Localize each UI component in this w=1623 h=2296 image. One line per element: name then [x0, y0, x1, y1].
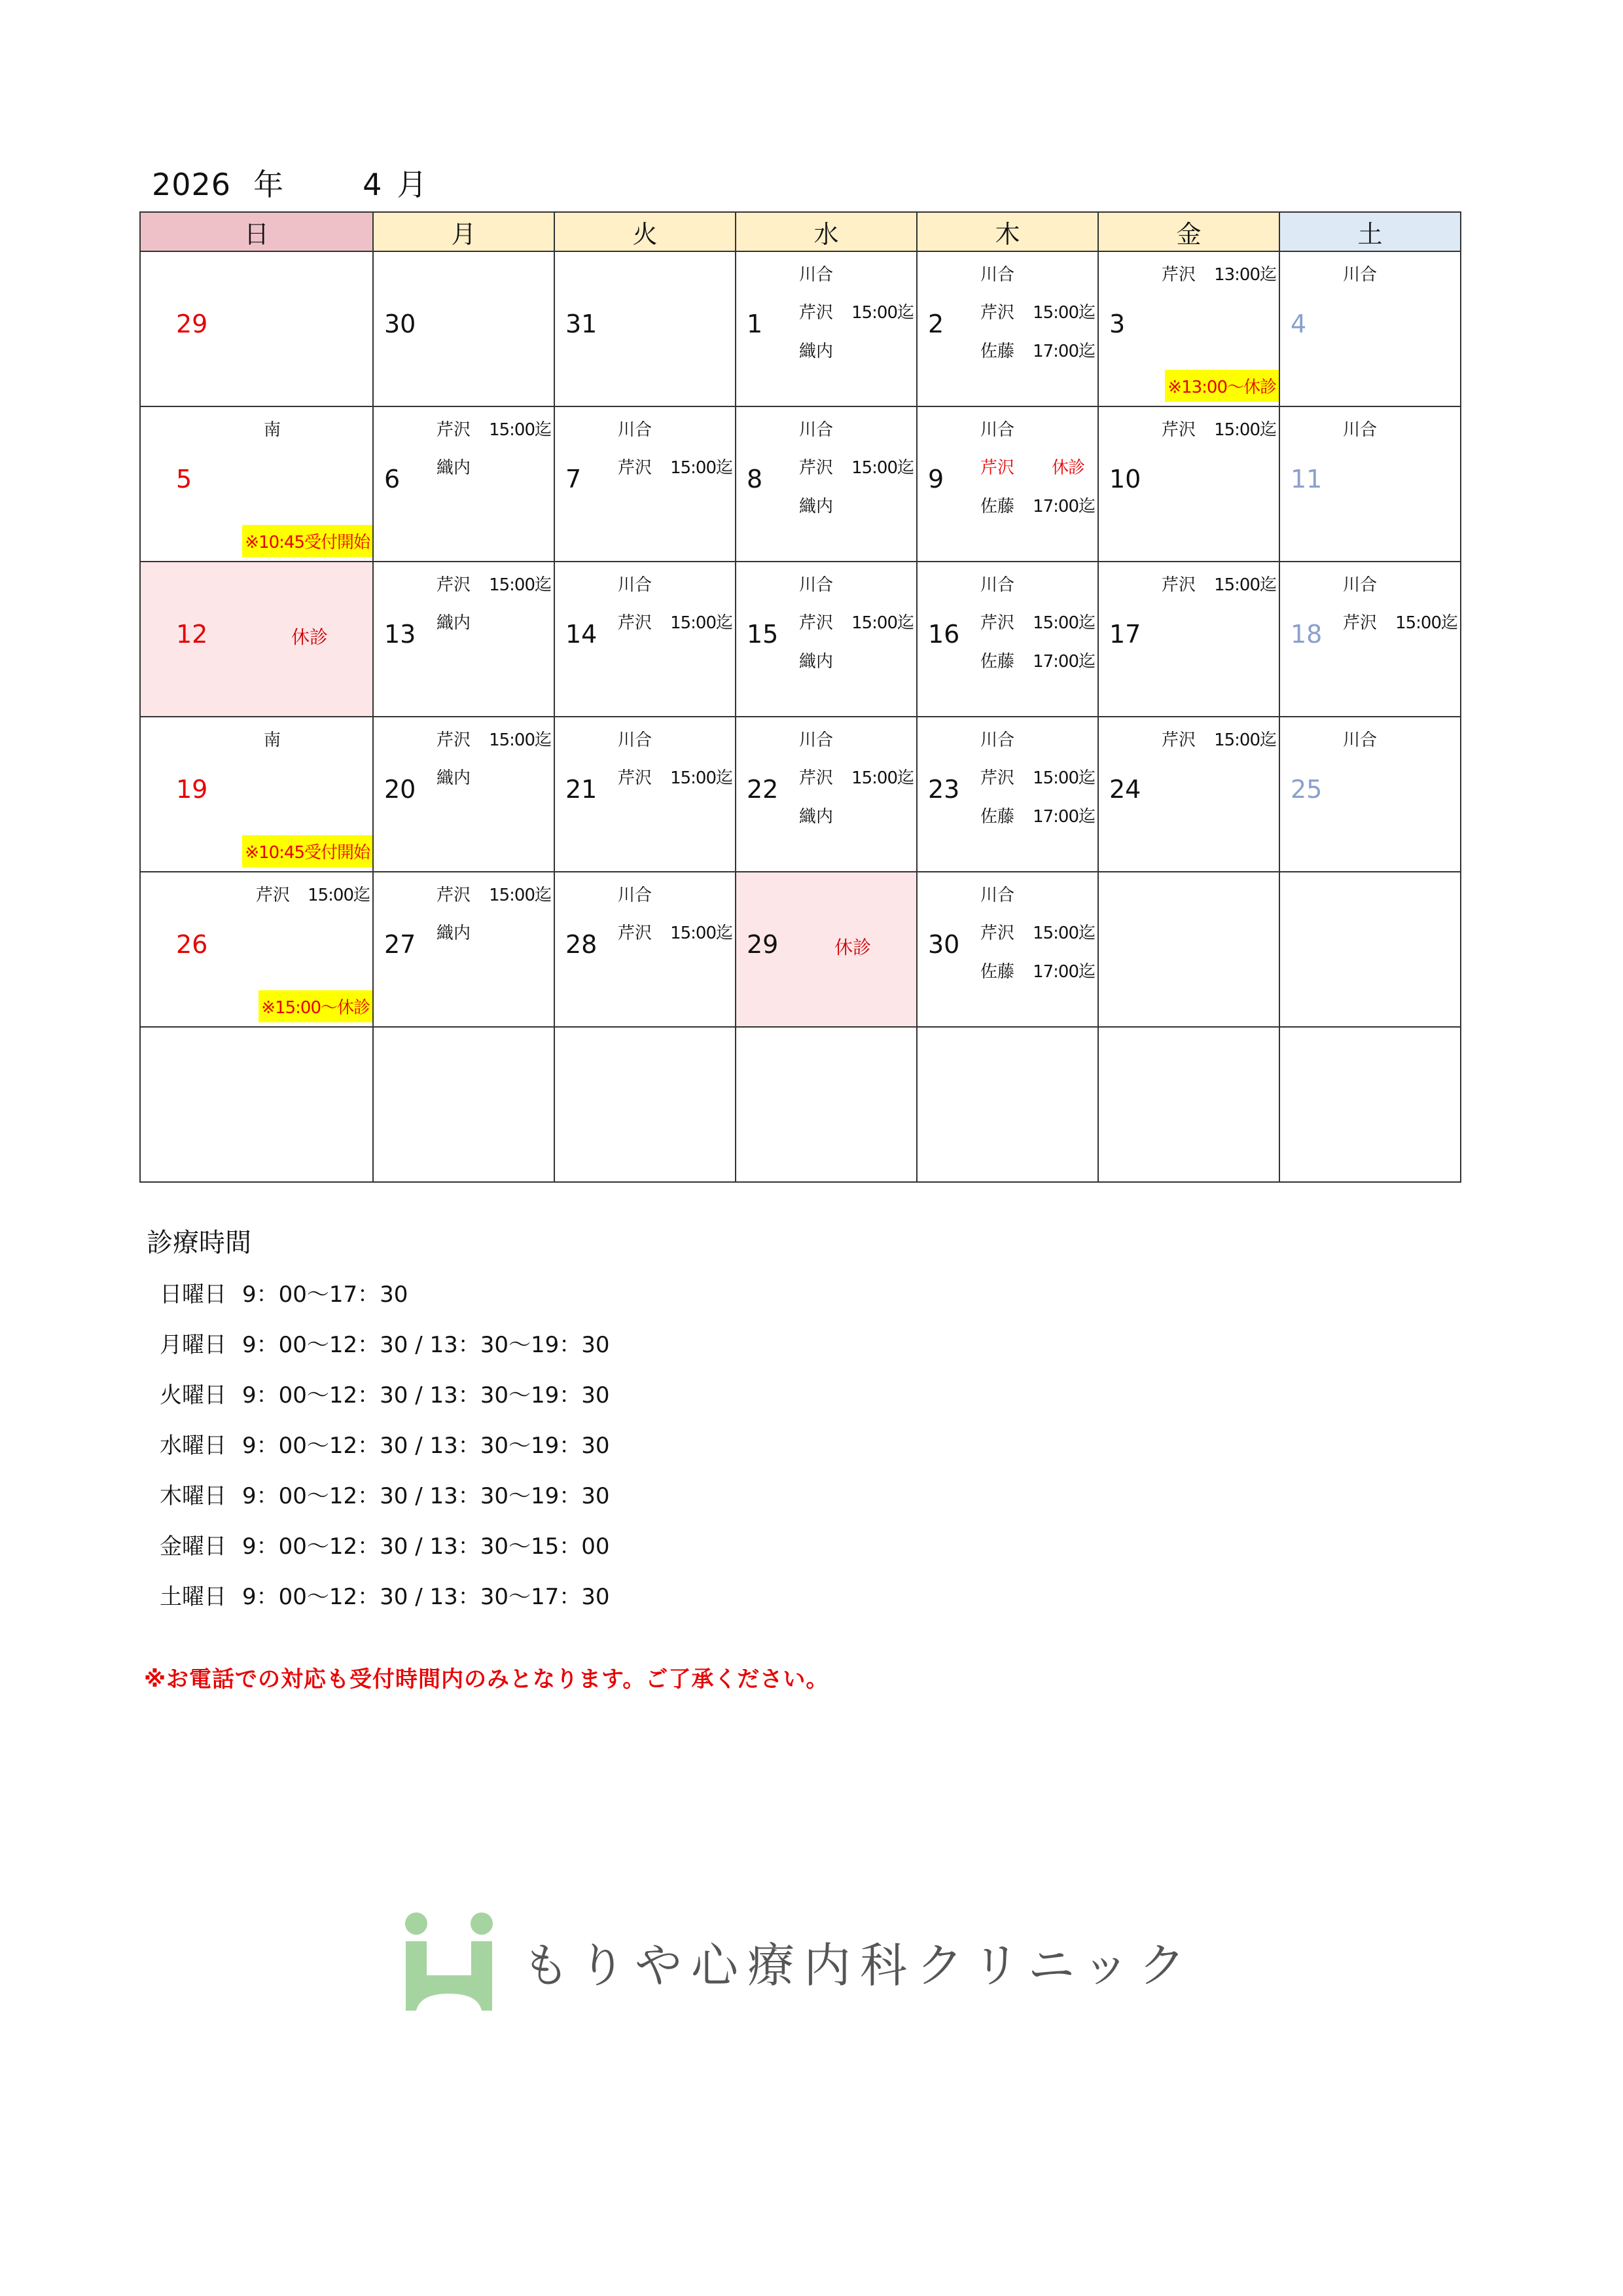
time-limit: 15:00迄 [1033, 768, 1095, 788]
day-cell [917, 1027, 1098, 1182]
hours-time: 9：00～12：30 / 13：30～19：30 [242, 1382, 610, 1408]
day-cell [140, 717, 373, 872]
time-limit: 15:00迄 [1214, 575, 1276, 595]
doctor-name: 芹沢 [799, 458, 834, 478]
weekday-header-row [140, 212, 1461, 251]
day-number: 22 [747, 775, 779, 804]
day-cell [140, 872, 373, 1027]
doctor-name: 佐藤 [980, 342, 1015, 361]
hours-day: 火曜日 [160, 1382, 226, 1408]
doctor-name: 川合 [618, 730, 652, 750]
day-cell [1279, 251, 1461, 406]
day-cell [1279, 717, 1461, 872]
time-limit: 15:00迄 [1214, 420, 1276, 440]
doctor-name: 芹沢 [1343, 613, 1378, 633]
hours-day: 日曜日 [160, 1282, 226, 1308]
doctor-name: 芹沢 [980, 924, 1015, 943]
hours-time: 9：00～17：30 [242, 1282, 408, 1308]
day-cell [554, 251, 736, 406]
day-number: 15 [747, 620, 779, 649]
day-number: 31 [565, 310, 597, 338]
time-limit: 15:00迄 [1395, 613, 1457, 633]
doctor-name: 芹沢 [799, 768, 834, 788]
day-cell [140, 562, 373, 717]
doctor-name: 南 [264, 730, 281, 750]
time-limit: 15:00迄 [670, 768, 732, 788]
day-cell [554, 562, 736, 717]
day-cell [554, 717, 736, 872]
closed-label: 休診 [834, 937, 872, 958]
day-number: 1 [747, 310, 763, 338]
time-limit: 15:00迄 [670, 924, 732, 943]
day-cell [1279, 1027, 1461, 1182]
day-cell [1098, 717, 1279, 872]
doctor-name: 芹沢 [618, 768, 652, 788]
day-cell [917, 872, 1098, 1027]
doctor-name: 川合 [980, 420, 1015, 440]
day-number: 29 [176, 310, 208, 338]
day-cell [917, 406, 1098, 562]
day-cell [554, 872, 736, 1027]
hours-row [160, 1478, 610, 1528]
doctor-name: 織内 [437, 458, 471, 478]
clinic-logo [404, 1912, 1195, 2011]
cell-note: ※15:00～休診 [259, 990, 372, 1022]
hours-row [160, 1427, 610, 1478]
time-limit: 17:00迄 [1033, 497, 1095, 516]
day-cell [736, 251, 917, 406]
doctor-name: 川合 [980, 886, 1015, 905]
closed-label: 休診 [291, 626, 329, 648]
day-number: 28 [565, 930, 597, 959]
day-number: 30 [384, 310, 416, 338]
day-cell [1098, 562, 1279, 717]
week-row [140, 1027, 1461, 1182]
hours-time: 9：00～12：30 / 13：30～19：30 [242, 1483, 610, 1509]
day-cell [736, 562, 917, 717]
time-limit: 15:00迄 [851, 768, 914, 788]
hours-time: 9：00～12：30 / 13：30～19：30 [242, 1433, 610, 1459]
time-limit: 17:00迄 [1033, 962, 1095, 982]
hours-day: 木曜日 [160, 1483, 226, 1509]
day-cell [1279, 406, 1461, 562]
weekday-header: 木 [917, 212, 1098, 251]
month-unit: 月 [397, 167, 428, 202]
time-limit: 15:00迄 [1033, 924, 1095, 943]
day-cell [736, 406, 917, 562]
day-number: 29 [747, 930, 779, 959]
calendar-body [140, 251, 1461, 1182]
time-limit: 15:00迄 [489, 886, 551, 905]
doctor-name: 川合 [799, 420, 834, 440]
doctor-name: 芹沢 [618, 924, 652, 943]
doctor-name: 織内 [437, 768, 471, 788]
day-number: 19 [176, 775, 208, 804]
weekday-header: 日 [140, 212, 373, 251]
doctor-name: 織内 [437, 924, 471, 943]
day-cell [917, 717, 1098, 872]
weekday-header: 月 [373, 212, 554, 251]
hours-row [160, 1579, 610, 1629]
day-number: 8 [747, 465, 763, 493]
hours-row [160, 1377, 610, 1427]
time-limit: 15:00迄 [670, 613, 732, 633]
time-limit: 15:00迄 [1033, 613, 1095, 633]
day-number: 23 [928, 775, 960, 804]
doctor-name: 佐藤 [980, 807, 1015, 827]
doctor-name: 芹沢 [618, 613, 652, 633]
doctor-name: 川合 [799, 575, 834, 595]
day-cell [554, 1027, 736, 1182]
doctor-name: 芹沢 [437, 575, 471, 595]
doctor-name: 佐藤 [980, 962, 1015, 982]
doctor-name: 芹沢 [980, 303, 1015, 323]
doctor-name: 川合 [980, 575, 1015, 595]
year-unit: 年 [253, 167, 285, 202]
doctor-name: 芹沢 [1162, 575, 1196, 595]
week-row [140, 872, 1461, 1027]
calendar-table [139, 211, 1461, 1183]
cell-note: ※10:45受付開始 [242, 835, 372, 867]
time-limit: 17:00迄 [1033, 342, 1095, 361]
doctor-name: 芹沢 [437, 420, 471, 440]
day-number: 25 [1291, 775, 1323, 804]
month: 4 [363, 167, 383, 202]
doctor-name: 南 [264, 420, 281, 440]
day-number: 18 [1291, 620, 1323, 649]
clinic-name: もりや心療内科クリニック [522, 1938, 1195, 1993]
day-cell [1279, 562, 1461, 717]
day-cell [736, 872, 917, 1027]
day-number: 11 [1291, 465, 1323, 493]
doctor-name: 川合 [980, 730, 1015, 750]
hours-day: 土曜日 [160, 1584, 226, 1610]
doctor-name: 佐藤 [980, 497, 1015, 516]
day-cell [917, 562, 1098, 717]
doctor-name: 織内 [799, 652, 834, 672]
day-cell [1098, 1027, 1279, 1182]
doctor-name: 芹沢 [1162, 420, 1196, 440]
doctor-name: 川合 [1343, 265, 1378, 285]
day-number: 12 [176, 620, 208, 649]
time-limit: 15:00迄 [851, 458, 914, 478]
closed-mark: 休診 [1051, 458, 1084, 478]
hours-list [160, 1276, 610, 1629]
time-limit: 15:00迄 [308, 886, 370, 905]
day-cell [140, 406, 373, 562]
day-cell [140, 1027, 373, 1182]
day-number: 5 [176, 465, 192, 493]
hours-day: 水曜日 [160, 1433, 226, 1459]
day-number: 4 [1291, 310, 1307, 338]
doctor-name: 川合 [1343, 575, 1378, 595]
day-number: 27 [384, 930, 416, 959]
week-row [140, 251, 1461, 406]
day-number: 24 [1109, 775, 1141, 804]
doctor-name: 川合 [1343, 420, 1378, 440]
hours-title: 診療時間 [147, 1228, 251, 1258]
hours-row [160, 1528, 610, 1579]
clinic-logo-icon [404, 1912, 493, 2011]
doctor-name: 佐藤 [980, 652, 1015, 672]
day-number: 13 [384, 620, 416, 649]
doctor-name: 芹沢 [799, 613, 834, 633]
day-cell [1279, 872, 1461, 1027]
doctor-name: 川合 [799, 265, 834, 285]
doctor-name: 芹沢 [980, 768, 1015, 788]
week-row [140, 562, 1461, 717]
day-number: 20 [384, 775, 416, 804]
day-number: 21 [565, 775, 597, 804]
hours-day: 月曜日 [160, 1332, 226, 1358]
weekday-header: 金 [1098, 212, 1279, 251]
day-cell [140, 251, 373, 406]
day-cell [736, 717, 917, 872]
day-number: 6 [384, 465, 401, 493]
doctor-name: 芹沢 [618, 458, 652, 478]
hours-row [160, 1327, 610, 1377]
time-limit: 15:00迄 [851, 303, 914, 323]
weekday-header: 土 [1279, 212, 1461, 251]
day-cell [373, 562, 554, 717]
day-cell [373, 1027, 554, 1182]
doctor-name: 織内 [799, 497, 834, 516]
doctor-name: 川合 [618, 420, 652, 440]
week-row [140, 406, 1461, 562]
day-number: 3 [1109, 310, 1126, 338]
hours-time: 9：00～12：30 / 13：30～19：30 [242, 1332, 610, 1358]
hours-time: 9：00～12：30 / 13：30～17：30 [242, 1584, 610, 1610]
day-number: 7 [565, 465, 582, 493]
week-row [140, 717, 1461, 872]
doctor-name: 芹沢 [1162, 265, 1196, 285]
time-limit: 17:00迄 [1033, 807, 1095, 827]
weekday-header: 水 [736, 212, 917, 251]
day-cell [1098, 872, 1279, 1027]
time-limit: 15:00迄 [851, 613, 914, 633]
time-limit: 17:00迄 [1033, 652, 1095, 672]
day-cell [917, 251, 1098, 406]
hours-time: 9：00～12：30 / 13：30～15：00 [242, 1534, 610, 1560]
doctor-name: 芹沢 [799, 303, 834, 323]
day-number: 2 [928, 310, 944, 338]
doctor-name: 川合 [618, 886, 652, 905]
doctor-name: 川合 [799, 730, 834, 750]
doctor-name: 織内 [799, 342, 834, 361]
day-cell [1098, 251, 1279, 406]
day-number: 16 [928, 620, 960, 649]
phone-notice: ※お電話での対応も受付時間内のみとなります。ご了承ください。 [144, 1666, 829, 1693]
day-cell [554, 406, 736, 562]
time-limit: 15:00迄 [1033, 303, 1095, 323]
hours-day: 金曜日 [160, 1534, 226, 1560]
time-limit: 13:00迄 [1214, 265, 1276, 285]
doctor-name: 川合 [618, 575, 652, 595]
day-cell [373, 717, 554, 872]
doctor-name: 川合 [980, 265, 1015, 285]
day-number: 14 [565, 620, 597, 649]
day-number: 9 [928, 465, 944, 493]
year: 2026 [152, 167, 232, 202]
day-number: 17 [1109, 620, 1141, 649]
doctor-name: 芹沢 [437, 730, 471, 750]
doctor-name: 織内 [437, 613, 471, 633]
day-number: 10 [1109, 465, 1141, 493]
doctor-name: 芹沢 [980, 458, 1015, 478]
doctor-name: 芹沢 [437, 886, 471, 905]
doctor-name: 川合 [1343, 730, 1378, 750]
doctor-name: 芹沢 [980, 613, 1015, 633]
calendar-title [152, 161, 427, 204]
hours-row [160, 1276, 610, 1327]
day-cell [373, 406, 554, 562]
doctor-name: 芹沢 [256, 886, 291, 905]
day-cell [736, 1027, 917, 1182]
day-cell [373, 251, 554, 406]
time-limit: 15:00迄 [1214, 730, 1276, 750]
time-limit: 15:00迄 [489, 730, 551, 750]
day-number: 26 [176, 930, 208, 959]
weekday-header: 火 [554, 212, 736, 251]
day-cell [1098, 406, 1279, 562]
doctor-name: 芹沢 [1162, 730, 1196, 750]
doctor-name: 織内 [799, 807, 834, 827]
cell-note: ※13:00～休診 [1165, 370, 1279, 402]
cell-note: ※10:45受付開始 [242, 525, 372, 557]
day-number: 30 [928, 930, 960, 959]
day-cell [373, 872, 554, 1027]
time-limit: 15:00迄 [489, 575, 551, 595]
time-limit: 15:00迄 [670, 458, 732, 478]
time-limit: 15:00迄 [489, 420, 551, 440]
